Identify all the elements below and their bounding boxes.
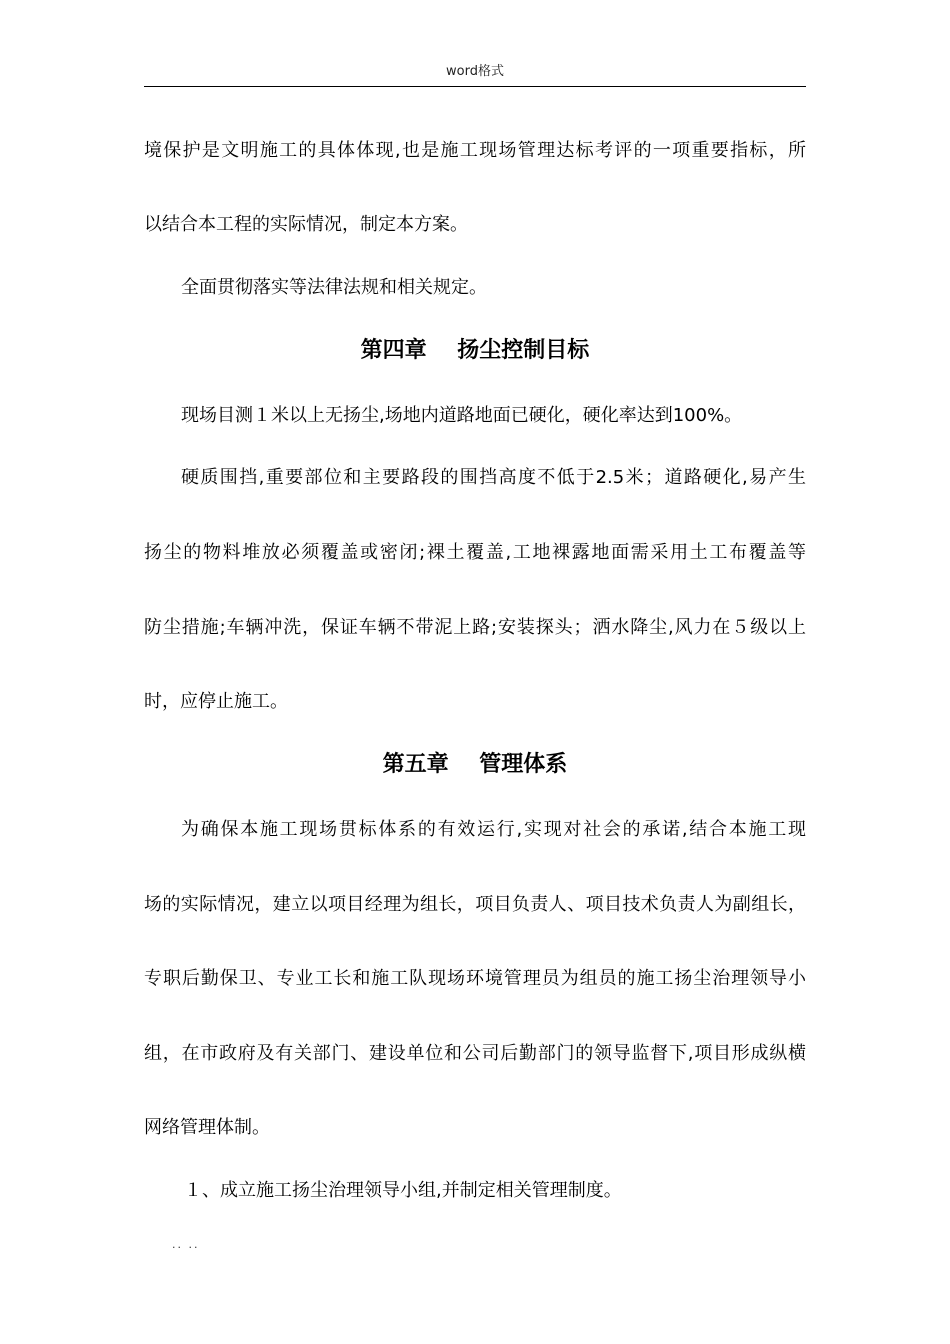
paragraph-4-line-3: 防尘措施;车辆冲洗，保证车辆不带泥上路;安装探头；洒水降尘,风力在５级以上 — [144, 617, 806, 638]
paragraph-2: 全面贯彻落实等法律法规和相关规定。 — [181, 277, 487, 298]
paragraph-1-line-1: 境保护是文明施工的具体体现,也是施工现场管理达标考评的一项重要指标，所 — [144, 140, 806, 161]
footer-mark: .. .. — [172, 1238, 200, 1251]
header-text: word格式 — [446, 64, 504, 79]
paragraph-5-line-3: 专职后勤保卫、专业工长和施工队现场环境管理员为组员的施工扬尘治理领导小 — [144, 968, 806, 989]
paragraph-5-line-5: 网络管理体制。 — [144, 1117, 270, 1138]
page-header — [144, 62, 806, 87]
paragraph-5-line-2: 场的实际情况，建立以项目经理为组长，项目负责人、项目技术负责人为副组长， — [144, 894, 806, 915]
paragraph-4-line-2: 扬尘的物料堆放必须覆盖或密闭;裸土覆盖,工地裸露地面需采用土工布覆盖等 — [144, 542, 806, 563]
paragraph-1-line-2: 以结合本工程的实际情况，制定本方案。 — [144, 214, 468, 235]
chapter-5-title: 第五章 管理体系 — [382, 752, 568, 777]
chapter-4-title: 第四章 扬尘控制目标 — [360, 338, 590, 363]
paragraph-4-line-4: 时，应停止施工。 — [144, 691, 288, 712]
paragraph-5-line-4: 组，在市政府及有关部门、建设单位和公司后勤部门的领导监督下,项目形成纵横 — [144, 1043, 806, 1064]
list-item-1: １、成立施工扬尘治理领导小组,并制定相关管理制度。 — [184, 1180, 622, 1201]
paragraph-4-line-1: 硬质围挡,重要部位和主要路段的围挡高度不低于2.5米；道路硬化,易产生 — [181, 467, 806, 488]
paragraph-3: 现场目测１米以上无扬尘,场地内道路地面已硬化，硬化率达到100%。 — [181, 405, 743, 426]
paragraph-5-line-1: 为确保本施工现场贯标体系的有效运行,实现对社会的承诺,结合本施工现 — [181, 819, 806, 840]
